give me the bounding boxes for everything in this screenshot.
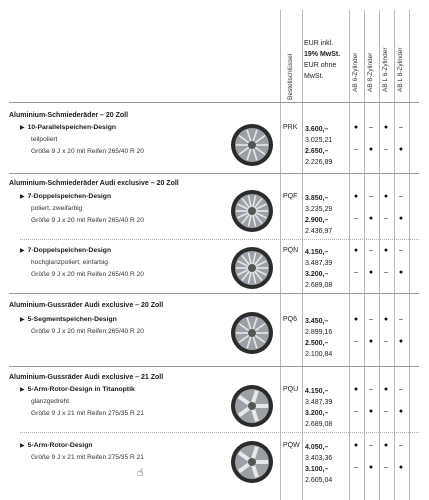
item-title-text: 5-Arm-Rotor-Design in Titanoptik bbox=[27, 386, 135, 393]
item-detail: Größe 9 J x 20 mit Reifen 265/40 R 20 bbox=[31, 328, 144, 335]
price-block bbox=[305, 124, 332, 168]
availability-mark: ● bbox=[368, 269, 374, 276]
item-title bbox=[20, 316, 117, 323]
triangle-bullet-icon: ▶ bbox=[20, 194, 25, 200]
availability-mark: ● bbox=[383, 247, 389, 254]
availability-mark: – bbox=[369, 124, 373, 131]
item-title bbox=[20, 193, 111, 200]
column-divider bbox=[364, 10, 365, 500]
availability-mark: – bbox=[399, 386, 403, 393]
item-title bbox=[20, 442, 93, 449]
price-excl-vat: 3.235,29 bbox=[305, 206, 333, 213]
header-price-line: MwSt. bbox=[304, 73, 324, 80]
item-title bbox=[20, 124, 116, 131]
price-excl-vat: 2.689,08 bbox=[305, 421, 333, 428]
price-excl-vat: 2.605,04 bbox=[305, 477, 333, 484]
section-rule bbox=[9, 293, 419, 294]
availability-mark: – bbox=[354, 338, 358, 345]
header-price-line: EUR inkl. bbox=[304, 40, 334, 47]
price-excl-vat: 3.487,39 bbox=[305, 399, 333, 406]
header-rule bbox=[9, 102, 419, 103]
column-divider bbox=[379, 10, 380, 500]
availability-mark: ● bbox=[383, 442, 389, 449]
price-incl-vat: 3.450,– bbox=[305, 318, 329, 325]
availability-mark: – bbox=[384, 338, 388, 345]
availability-mark: ● bbox=[398, 269, 404, 276]
availability-mark: – bbox=[354, 146, 358, 153]
availability-mark: ● bbox=[353, 442, 359, 449]
availability-mark: ● bbox=[398, 215, 404, 222]
section-title: Aluminium-Schmiederäder – 20 Zoll bbox=[9, 112, 129, 119]
triangle-bullet-icon: ▶ bbox=[20, 125, 25, 131]
item-title-text: 5-Segmentspeichen-Design bbox=[27, 316, 117, 323]
item-detail: Größe 9 J x 21 mit Reifen 275/35 R 21 bbox=[31, 454, 144, 461]
wheel-image bbox=[226, 188, 278, 234]
availability-mark: – bbox=[354, 464, 358, 471]
availability-mark: – bbox=[354, 269, 358, 276]
availability-mark: – bbox=[369, 442, 373, 449]
header-col-ab6: AB 6-Zylinder bbox=[352, 52, 359, 92]
item-title bbox=[20, 247, 111, 254]
order-code: PQW bbox=[283, 442, 300, 449]
availability-mark: ● bbox=[353, 316, 359, 323]
availability-mark: – bbox=[354, 215, 358, 222]
column-divider bbox=[409, 10, 410, 500]
item-title-text: 7-Doppelspeichen-Design bbox=[27, 193, 112, 200]
triangle-bullet-icon: ▶ bbox=[20, 248, 25, 254]
availability-mark: ● bbox=[383, 124, 389, 131]
triangle-bullet-icon: ▶ bbox=[20, 443, 25, 449]
price-excl-vat: 2.899,16 bbox=[305, 329, 333, 336]
wheel-image bbox=[226, 310, 278, 356]
availability-mark: – bbox=[384, 146, 388, 153]
availability-mark: ● bbox=[383, 193, 389, 200]
price-incl-vat: 4.150,– bbox=[305, 388, 329, 395]
wheel-image bbox=[226, 383, 278, 429]
wheel-image bbox=[226, 122, 278, 168]
availability-mark: ● bbox=[368, 146, 374, 153]
section-title: Aluminium-Gussräder Audi exclusive – 20 Zoll bbox=[9, 302, 164, 309]
item-divider bbox=[20, 239, 419, 240]
item-detail: Größe 9 J x 20 mit Reifen 265/40 R 20 bbox=[31, 148, 144, 155]
order-code: PQN bbox=[283, 247, 299, 254]
availability-mark: – bbox=[399, 124, 403, 131]
availability-mark: ● bbox=[368, 408, 374, 415]
order-code: PQF bbox=[283, 193, 298, 200]
availability-mark: ● bbox=[398, 146, 404, 153]
availability-mark: – bbox=[369, 193, 373, 200]
availability-mark: ● bbox=[398, 464, 404, 471]
price-block bbox=[305, 442, 332, 486]
header-price bbox=[304, 38, 348, 82]
availability-mark: ● bbox=[368, 338, 374, 345]
availability-mark: – bbox=[369, 247, 373, 254]
availability-mark: – bbox=[384, 408, 388, 415]
item-detail: Größe 9 J x 20 mit Reifen 265/40 R 20 bbox=[31, 271, 144, 278]
item-detail: glanzgedreht bbox=[31, 398, 70, 405]
availability-mark: – bbox=[399, 316, 403, 323]
availability-mark: ● bbox=[398, 338, 404, 345]
availability-mark: ● bbox=[398, 408, 404, 415]
wheel-image bbox=[226, 245, 278, 291]
availability-mark: – bbox=[399, 442, 403, 449]
triangle-bullet-icon: ▶ bbox=[20, 387, 25, 393]
price-incl-vat: 2.500,– bbox=[305, 340, 329, 347]
price-incl-vat: 2.650,– bbox=[305, 148, 329, 155]
item-title-text: 7-Doppelspeichen-Design bbox=[27, 247, 112, 254]
column-divider bbox=[394, 10, 395, 500]
header-col-abl6: AB L 6-Zylinder bbox=[382, 47, 389, 92]
availability-mark: – bbox=[384, 269, 388, 276]
availability-mark: ● bbox=[353, 386, 359, 393]
order-code: PQU bbox=[283, 386, 299, 393]
header-price-line: EUR ohne bbox=[304, 62, 337, 69]
price-incl-vat: 2.900,– bbox=[305, 217, 329, 224]
section-title: Aluminium-Gussräder Audi exclusive – 21 Zoll bbox=[9, 374, 164, 381]
item-divider bbox=[20, 432, 419, 433]
item-title bbox=[20, 386, 135, 393]
price-block bbox=[305, 247, 332, 291]
column-divider bbox=[302, 10, 303, 500]
availability-mark: ● bbox=[353, 124, 359, 131]
availability-mark: ● bbox=[383, 316, 389, 323]
availability-mark: ● bbox=[353, 193, 359, 200]
price-excl-vat: 3.403,36 bbox=[305, 455, 333, 462]
price-incl-vat: 3.100,– bbox=[305, 466, 329, 473]
price-excl-vat: 2.100,84 bbox=[305, 351, 333, 358]
availability-mark: – bbox=[384, 215, 388, 222]
availability-mark: ● bbox=[353, 247, 359, 254]
price-block bbox=[305, 316, 332, 360]
price-excl-vat: 3.025,21 bbox=[305, 137, 333, 144]
price-excl-vat: 2.436,97 bbox=[305, 228, 333, 235]
price-incl-vat: 4.150,– bbox=[305, 249, 329, 256]
header-price-line: 19% MwSt. bbox=[304, 51, 341, 58]
header-col-ab8: AB 8-Zylinder bbox=[367, 52, 374, 92]
triangle-bullet-icon: ▶ bbox=[20, 317, 25, 323]
availability-mark: – bbox=[384, 464, 388, 471]
order-code: PRK bbox=[283, 124, 298, 131]
item-detail: Größe 9 J x 21 mit Reifen 275/35 R 21 bbox=[31, 410, 144, 417]
availability-mark: ● bbox=[368, 464, 374, 471]
item-detail: Größe 9 J x 20 mit Reifen 265/40 R 20 bbox=[31, 217, 144, 224]
wheel-image bbox=[226, 439, 278, 485]
availability-mark: – bbox=[369, 386, 373, 393]
item-detail: hochglanzpoliert, einfarbig bbox=[31, 259, 108, 266]
section-rule bbox=[9, 173, 419, 174]
price-excl-vat: 2.226,89 bbox=[305, 159, 333, 166]
hand-cursor-icon: ☝ bbox=[137, 467, 144, 479]
availability-mark: ● bbox=[368, 215, 374, 222]
header-col-abl8: AB L 8-Zylinder bbox=[397, 47, 404, 92]
availability-mark: – bbox=[369, 316, 373, 323]
price-block bbox=[305, 386, 332, 430]
header-order-key: Bestellschlüssel bbox=[287, 53, 294, 100]
availability-mark: – bbox=[354, 408, 358, 415]
price-incl-vat: 3.200,– bbox=[305, 410, 329, 417]
price-block bbox=[305, 193, 332, 237]
order-code: PQ6 bbox=[283, 316, 298, 323]
section-title: Aluminium-Schmiederäder Audi exclusive – 20 Zoll bbox=[9, 180, 179, 187]
price-excl-vat: 3.487,39 bbox=[305, 260, 333, 267]
item-detail: teilpoliert bbox=[31, 136, 58, 143]
price-incl-vat: 3.200,– bbox=[305, 271, 329, 278]
price-incl-vat: 3.600,– bbox=[305, 126, 329, 133]
price-excl-vat: 2.689,08 bbox=[305, 282, 333, 289]
price-incl-vat: 4.050,– bbox=[305, 444, 329, 451]
item-title-text: 5-Arm-Rotor-Design bbox=[27, 442, 93, 449]
availability-mark: – bbox=[399, 193, 403, 200]
price-incl-vat: 3.850,– bbox=[305, 195, 329, 202]
availability-mark: ● bbox=[383, 386, 389, 393]
column-divider bbox=[280, 10, 281, 500]
item-title-text: 10-Parallelspeichen-Design bbox=[27, 124, 117, 131]
item-detail: poliert, zweifarbig bbox=[31, 205, 83, 212]
availability-mark: – bbox=[399, 247, 403, 254]
column-divider bbox=[349, 10, 350, 500]
section-rule bbox=[9, 366, 419, 367]
